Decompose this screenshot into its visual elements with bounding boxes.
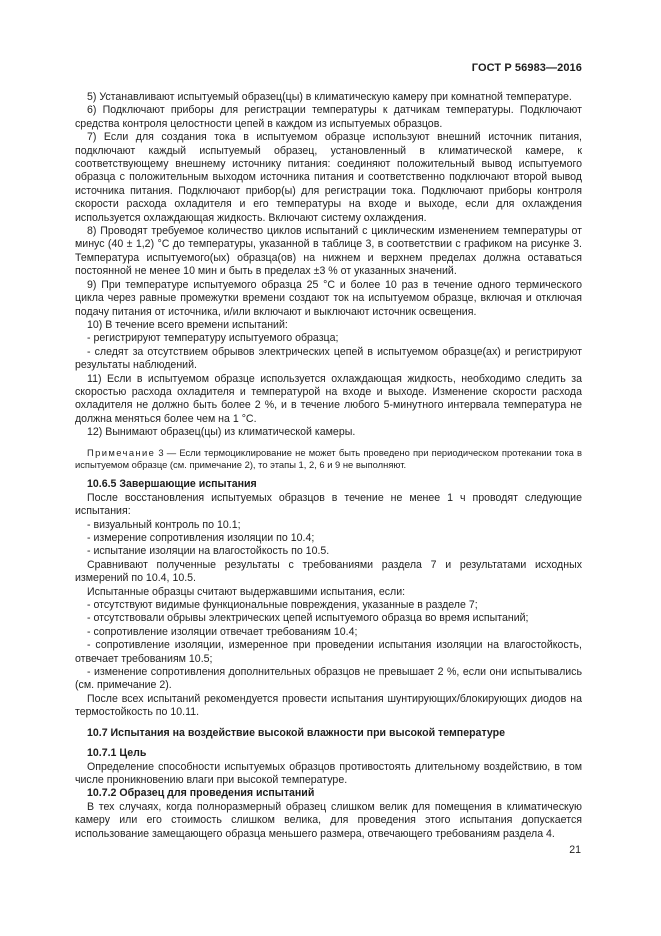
section-heading-10-7: 10.7 Испытания на воздействие высокой влажности при высокой температуре: [87, 726, 506, 739]
paragraph-step-8: 8) Проводят требуемое количество циклов испытаний с циклическим изменением температуры от минус (40 ± 1,2) °С до температуры, указанной в таблице 3, в соответствии с графиком на рисунке 3. Температура испытуемого(ых) образца(ов) на нижнем и верхнем пределах должна оставаться постоянной не менее 10 мин и быть в пределах ±3 % от указанных значений.: [75, 225, 582, 278]
paragraph: После всех испытаний рекомендуется провести испытания шунтирующих/блокирующих диодов на термостойкость по 10.11.: [75, 692, 582, 719]
list-item: - регистрируют температуру испытуемого образца;: [87, 332, 339, 345]
list-item: - измерение сопротивления изоляции по 10.4;: [87, 532, 315, 544]
paragraph: После восстановления испытуемых образцов в течение не менее 1 ч проводят следующие испытания:: [75, 491, 582, 518]
note-label: Примечание: [87, 446, 156, 458]
paragraph-step-6: 6) Подключают приборы для регистрации температуры к датчикам температуры. Подключают средства контроля целостности цепей в каждом из испытуемых образцов.: [75, 104, 582, 130]
subsection-heading-10-7-2: 10.7.2 Образец для проведения испытаний: [87, 787, 315, 800]
list-item: - визуальный контроль по 10.1;: [87, 518, 241, 531]
list-item: - сопротивление изоляции, измеренное при проведении испытания изоляции на влагостойкость, отвечает требованиям 10.5;: [75, 639, 582, 665]
subsection-heading-10-7-1: 10.7.1 Цель: [87, 747, 147, 760]
list-item: - изменение сопротивления дополнительных образцов не превышает 2 %, если они испытывались (см. примечание 2).: [75, 666, 582, 692]
paragraph-step-12: 12) Вынимают образец(цы) из климатической камеры.: [87, 426, 356, 439]
paragraph: Сравнивают полученные результаты с требованиями раздела 7 и результатами исходных измерений по 10.4, 10.5.: [75, 558, 582, 585]
paragraph: В тех случаях, когда полноразмерный образец слишком велик для помещения в климатическую камеру или его стоимость слишком велика, для проведения этого испытания допускается использование замещающего образца меньшего размера, отвечающего требованиям раздела 4.: [75, 800, 582, 840]
page-number: 21: [569, 844, 581, 856]
list-item: - отсутствуют видимые функциональные повреждения, указанные в разделе 7;: [87, 599, 478, 612]
list-item: - испытание изоляции на влагостойкость по 10.5.: [87, 545, 330, 558]
list-item: - отсутствовали обрывы электрических цепей испытуемого образца во время испытаний;: [87, 612, 529, 625]
paragraph: Испытанные образцы считают выдержавшими испытания, если:: [87, 585, 406, 598]
subsection-heading-10-6-5: 10.6.5 Завершающие испытания: [87, 478, 257, 491]
paragraph-step-11: 11) Если в испытуемом образце используется охлаждающая жидкость, необходимо следить за скоростью расхода охладителя и температурой на входе и выходе. Изменение скорости расхода охладителя не должно быть более 2 %, и в течение любого 5-минутного интервала температура не должна меняться более чем на 1 °С.: [75, 372, 582, 425]
document-id-header: ГОСТ Р 56983—2016: [471, 62, 582, 74]
note-text: 3 — Если термоциклирование не может быть проведено при периодическом протекании тока в испытуемом образце (см. примечание 2), то этапы 1, 2, 6 и 9 не выполняют.: [75, 446, 582, 470]
note-3: [75, 447, 582, 472]
paragraph-step-7: 7) Если для создания тока в испытуемом образце используют внешний источник питания, подключают каждый испытуемый образец, установленный в климатической камере, к соответствующему внешнему источнику питания: соединяют положительный вывод испытуемого образца с положительным выходом источника питания и соответственно подключают второй вывод источника питания. Подключают прибор(ы) для регистрации тока. Подключают приборы контроля скорости расхода охладителя и его температуры на входе и выходе, если для охлаждения используется охлаждающая жидкость. Включают систему охлаждения.: [75, 131, 582, 224]
paragraph-step-9: 9) При температуре испытуемого образца 25 °С и более 10 раз в течение одного термического цикла через равные промежутки времени создают ток на испытуемом образце, включая и отключая подачу питания от источника, и/или включают и выключают источник освещения.: [75, 278, 582, 318]
paragraph: Определение способности испытуемых образцов противостоять длительному воздействию, в том числе проникновению влаги при высокой температуре.: [75, 760, 582, 786]
paragraph-step-5: 5) Устанавливают испытуемый образец(цы) в климатическую камеру при комнатной температуре.: [87, 91, 572, 103]
list-item: - сопротивление изоляции отвечает требованиям 10.4;: [87, 625, 358, 638]
document-body: [75, 91, 582, 841]
paragraph-step-10: 10) В течение всего времени испытаний:: [87, 318, 288, 331]
list-item: - следят за отсутствием обрывов электрических цепей в испытуемом образце(ах) и регистрируют результаты наблюдений.: [75, 345, 582, 372]
